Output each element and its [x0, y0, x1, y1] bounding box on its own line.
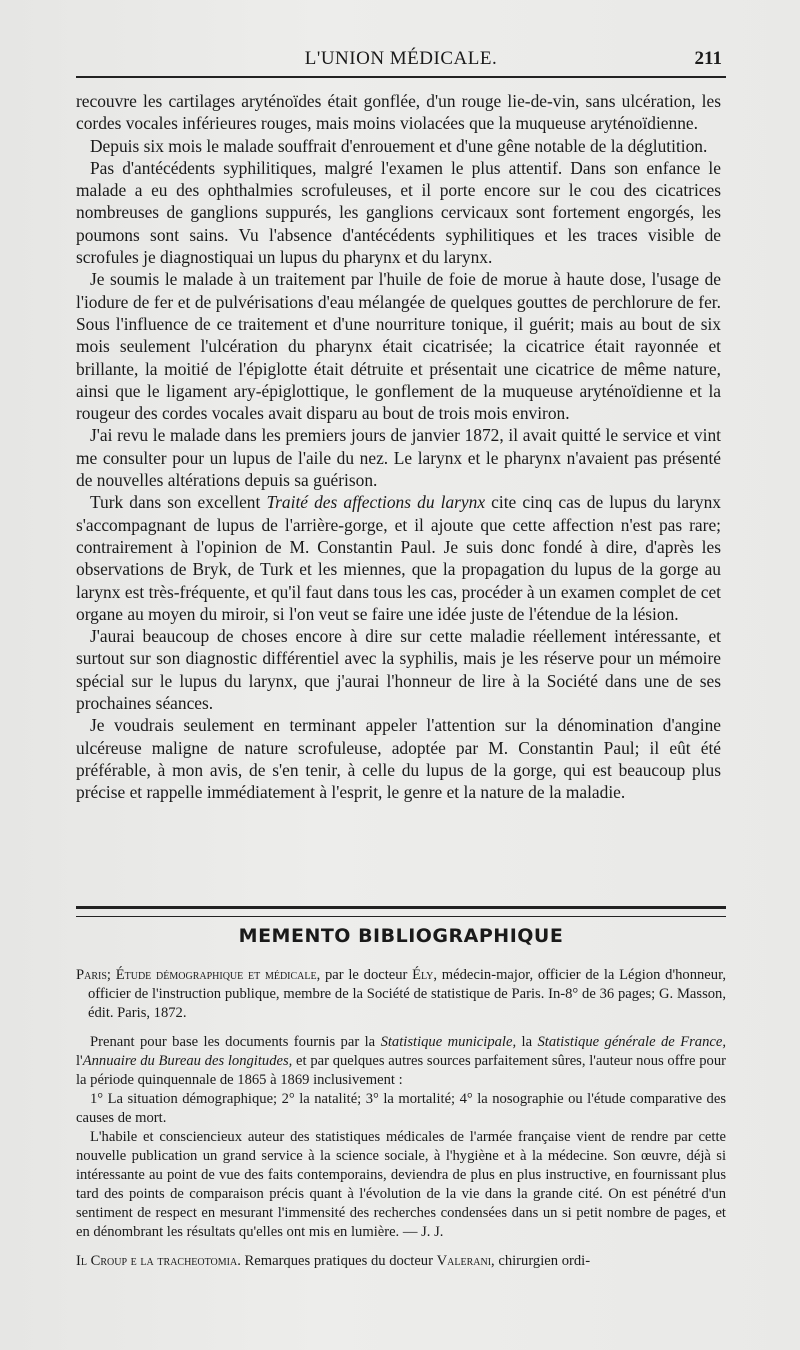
text-run: cite cinq cas de lupus du larynx s'accompagnant de lupus de l'arrière-gorge, et il ajoute que cette affection n'est pas rare; contrairement à l'opinion de M. Constantin Paul. Je suis donc fondé à dire, d'après les observations de Bryk, de Turk et les miennes, que la propagation du lupus de la gorge au larynx est très-fréquente, et qu'il faut dans tous les cas, procéder à un examen complet de cet organe au moyen du miroir, si l'on veut se faire une idée juste de l'étendue de la lésion.	[76, 492, 721, 624]
entry-title: Étude démographique et médicale,	[115, 967, 321, 983]
paragraph: Je soumis le malade à un traitement par l'huile de foie de morue à haute dose, l'usage de l'iodure de fer et de pulvérisations d'eau mélangée de quelques gouttes de perchlorure de fer. Sous l'influence de ce traitement et d'une nourriture tonique, il guérit; mais au bout de six mois seulement l'ulcération du pharynx était cicatrisée; la cicatrice était rayonnée et brillante, la moitié de l'épiglotte était détruite et présentait une cicatrice de même nature, ainsi que le ligament ary-épiglottique, le gonflement de la muqueuse aryténoïdienne et la rougeur des cordes vocales avait disparu au bout de trois mois environ.	[76, 269, 721, 424]
source-title: Statistique générale de France,	[537, 1034, 726, 1050]
section-title: MEMENTO BIBLIOGRAPHIQUE	[238, 925, 564, 947]
bibliography-section	[76, 966, 726, 1271]
paragraph: recouvre les cartilages aryténoïdes était gonflée, d'un rouge lie-de-vin, sans ulcération, les cordes vocales inférieures rouges, mais moins violacées que la muqueuse aryténoïdienne.	[76, 91, 721, 134]
text-run: Prenant pour base les documents fournis par la	[90, 1034, 381, 1050]
text-run: Remarques pratiques du docteur	[240, 1253, 437, 1269]
paragraph: Depuis six mois le malade souffrait d'enrouement et d'une gêne notable de la déglutition.	[90, 135, 708, 156]
review-paragraph	[76, 1033, 726, 1090]
text-run: médecin-major, officier de la Légion d'honneur, officier de l'instruction publique, membre de la Société de statistique de Paris. In-8° de 36 pages; G. Masson, édit. Paris, 1872.	[88, 967, 726, 1021]
text-run: Turk dans son excellent	[90, 492, 267, 513]
text-run: par le docteur	[320, 967, 413, 983]
running-header	[76, 46, 726, 78]
entry-place: Paris;	[76, 967, 111, 983]
review-paragraph: L'habile et consciencieux auteur des statistiques médicales de l'armée française vient de rendre par cette nouvelle publication un grand service à la science sociale, à l'hygiène et à la médecine. Son œuvre, déjà si intéressante au point de vue des faits contemporains, deviendra de plus en plus instructive, en fournissant plus tard des points de comparaison précis quant à l'évolution de la vie dans la grande cité. On est pénétré d'un sentiment de respect en mesurant l'immensité des recherches condensées dans un si petit nombre de pages, et en dénombrant les résultats qu'elles ont mis en lumière. — J. J.	[76, 1129, 726, 1240]
source-title: Annuaire du Bureau des longitudes,	[82, 1053, 293, 1069]
source-title: Statistique municipale,	[380, 1034, 517, 1050]
paragraph: Pas d'antécédents syphilitiques, malgré l'examen le plus attentif. Dans son enfance le malade a eu des ophthalmies scrofuleuses, et il porte encore sur le cou des cicatrices nombreuses de ganglions suppurés, les ganglions cervicaux sont fortement engorgés, les poumons sont sains. Vu l'absence d'antécédents syphilitiques et les traces visible de scrofules je diagnostiquai un lupus du pharynx et du larynx.	[76, 157, 721, 268]
section-divider	[76, 906, 726, 917]
entry-author: Ély,	[412, 967, 438, 983]
text-run: chirurgien ordi-	[494, 1253, 591, 1269]
entry-author: Valerani,	[436, 1253, 495, 1269]
text-run: la	[516, 1034, 538, 1050]
bibliography-entry	[76, 966, 726, 1023]
article-body	[76, 90, 721, 804]
paragraph: J'aurai beaucoup de choses encore à dire sur cette maladie réellement intéressante, et surtout sur son diagnostic différentiel avec la syphilis, mais je les réserve pour un mémoire spécial sur le lupus du larynx, que j'aurai l'honneur de lire à la Société dans une de ses prochaines séances.	[76, 626, 721, 714]
page-number: 211	[694, 48, 722, 69]
paragraph: J'ai revu le malade dans les premiers jours de janvier 1872, il avait quitté le service et vint me consulter pour un lupus de l'aile du nez. Le larynx et le pharynx n'avaient pas présenté de nouvelles altérations depuis sa guérison.	[76, 425, 721, 491]
running-title: L'UNION MÉDICALE.	[304, 48, 498, 69]
text-run: l'	[76, 1053, 83, 1069]
entry-title: Il Croup e la tracheotomia.	[76, 1253, 241, 1269]
book-title: Traité des affections du larynx	[266, 492, 486, 513]
review-paragraph: 1° La situation démographique; 2° la natalité; 3° la mortalité; 4° la nosographie ou l'étude comparative des causes de mort.	[76, 1091, 726, 1126]
text-run: et par quelques autres sources parfaitement sûres, l'auteur nous offre pour la période quinquennale de 1865 à 1869 inclusivement :	[76, 1053, 726, 1088]
paragraph: Je voudrais seulement en terminant appeler l'attention sur la dénomination d'angine ulcéreuse maligne de nature scrofuleuse, adoptée par M. Constantin Paul; il eût été préférable, à mon avis, de s'en tenir, à celle du lupus de la gorge, qui est beaucoup plus précise et rappelle immédiatement à l'esprit, le genre et la nature de la maladie.	[76, 715, 721, 803]
paragraph	[76, 491, 721, 625]
bibliography-entry	[76, 1252, 726, 1271]
